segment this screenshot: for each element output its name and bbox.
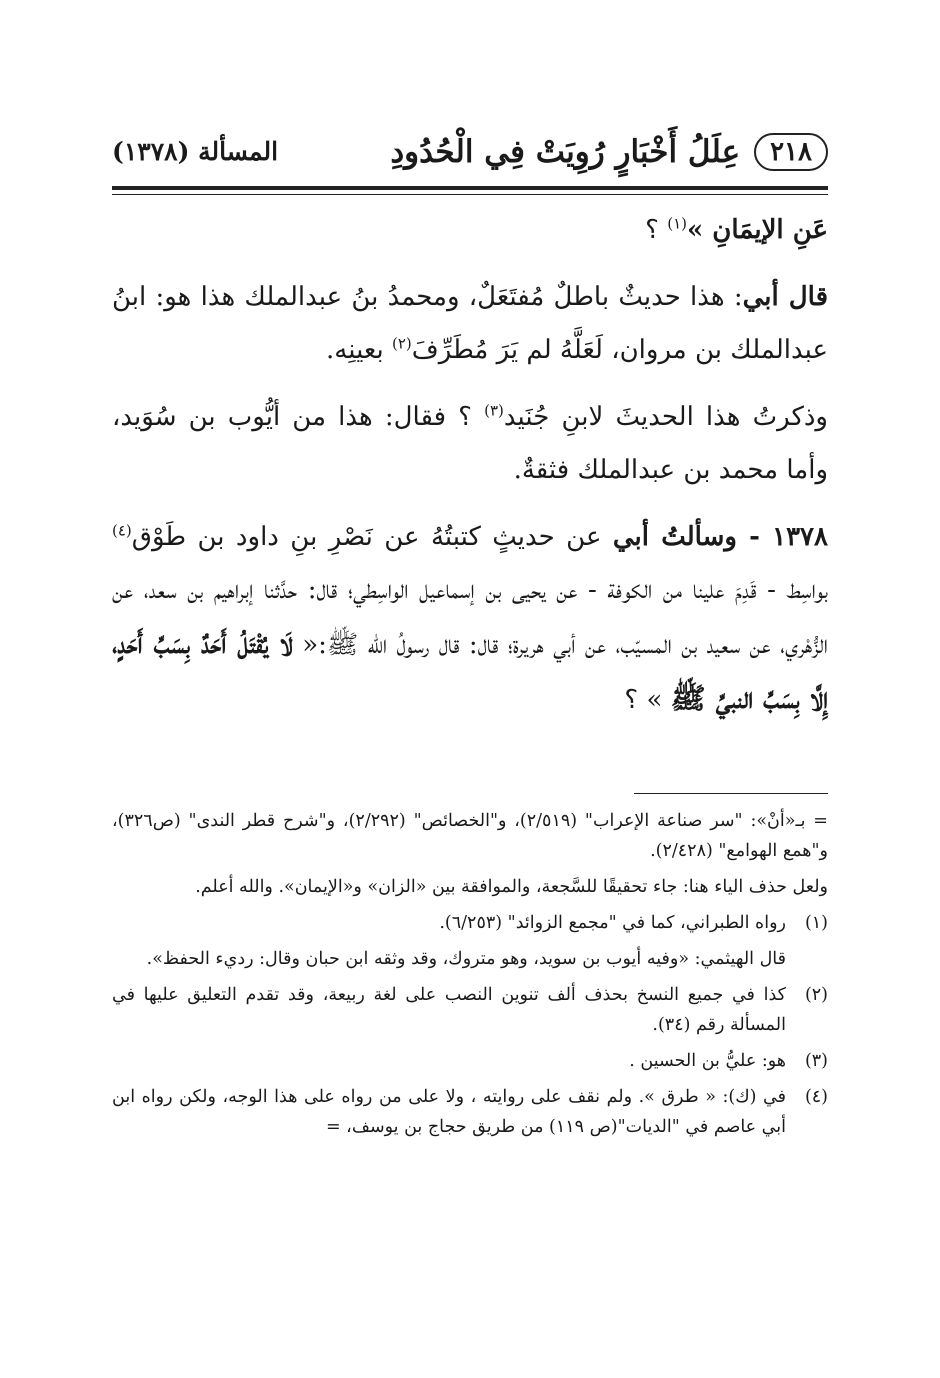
ibn-text-1: وذكرتُ هذا الحديثَ لابنِ جُنَيد [503,402,828,432]
footnote-3 [112,1046,828,1076]
issue-text-2: بواسِط - قَدِمَ علينا من الكوفة - عن يحيى بن إسماعيل الواسِطي؛ قال: حدَّثنا إبراهيم بن سعد، عن الزُّهْري، عن سعيد بن المسيّب، عن أبي هريرة؛ قال: قال رسولُ الله ﷺ:« [112,575,828,660]
footnote-number: (٤) [804,1087,828,1107]
ibn-text-2: ؟ فقال: هذا من أيُّوب بن سُوَيد، وأما محمد بن عبدالملك فثقةٌ. [112,402,828,485]
footnote-text: في (ك): « طرق ». ولم نقف على روايته ، ولا على من رواه على هذا الوجه، ولكن رواه ابن أبي عاصم في "الديات"(ص ١١٩) من طريق حجاج بن يوسف، = [112,1087,787,1137]
opening-text: عَنِ الإيمَانِ » [687,215,828,245]
issue-number: ١٣٧٨ - [736,522,828,552]
header-rule-thick [112,186,828,190]
paragraph-ibn-junayd [112,391,828,497]
issue-text-1: عن حديثٍ كتبتُهُ عن نَصْرِ بنِ داود بن طَوْق [131,522,613,552]
footnote-4 [112,1082,828,1142]
footnote-continuation-1: = بـ«أنْ»: "سر صناعة الإعراب" (٢/٥١٩)، و"الخصائص" (٢/٢٩٢)، و"شرح قطر الندى" (ص٣٢٦)، و"همع الهوامع" (٢/٤٢٨). [112,811,828,861]
footnote-text: قال الهيثمي: «وفيه أيوب بن سويد، وهو متروك، وقد وثقه ابن حبان وقال: رديء الحفظ». [146,949,786,969]
footnote-2 [112,980,828,1040]
footnote-ref-1: (١) [667,214,687,233]
book-title: عِلَلُ أَخْبَارٍ رُوِيَتْ فِي الْحُدُودِ [390,134,741,170]
footnote-text: رواه الطبراني، كما في "مجمع الزوائد" (٦/٢٥٣). [439,913,786,933]
paragraph-abi [112,271,828,377]
footnote-continuation-2: ولعل حذف الياء هنا: جاء تحقيقًا للسَّجعة، والموافقة بين «الزان» و«الإيمان». والله أعلم. [195,877,828,897]
page-header [112,128,828,176]
footnote-text: هو: عليُّ بن الحسين . [629,1051,786,1071]
header-rule-thin [112,194,828,195]
abi-text-2: بعينِه. [326,335,392,365]
abi-text-1: : هذا حديثٌ باطلٌ مُفتَعَلٌ، ومحمدُ بنُ عبدالملك هذا هو: ابنُ عبدالملك بن مروان، لَعَلَّهُ لم يَرَ مُطَرِّفَ [112,282,828,365]
footnotes [112,806,828,1148]
page-number: ٢١٨ [754,133,828,171]
footnote-text: كذا في جميع النسخ بحذف ألف تنوين النصب على لغة ربيعة، وقد تقدم التعليق عليها في المسألة رقم (٣٤). [112,985,786,1035]
footnote-ref-4: (٤) [112,521,132,540]
footnote-separator [634,793,828,794]
footnote-number: (٢) [804,985,828,1005]
abi-lead: قال أبي [742,282,828,312]
opening-end: ؟ [645,215,668,245]
footnote-number: (٣) [804,1051,828,1071]
issue-end: » ؟ [624,685,671,715]
issue-lead: وسألتُ أبي [612,522,737,552]
footnote-number: (١) [804,913,828,933]
footnote-ref-3: (٣) [484,401,504,420]
main-text [112,204,828,727]
hadith-text: لَا يُقْتَلُ أَحَدٌ بِسَبِّ أَحَدٍ، إِلَّا بِسَبِّ النبيِّ ﷺ [112,626,828,715]
paragraph-issue-1378 [112,511,828,727]
issue-label: المسألة (١٣٧٨) [112,137,279,166]
footnote-ref-2: (٢) [391,334,412,353]
paragraph-opening [112,204,828,257]
footnote-1 [112,908,828,974]
